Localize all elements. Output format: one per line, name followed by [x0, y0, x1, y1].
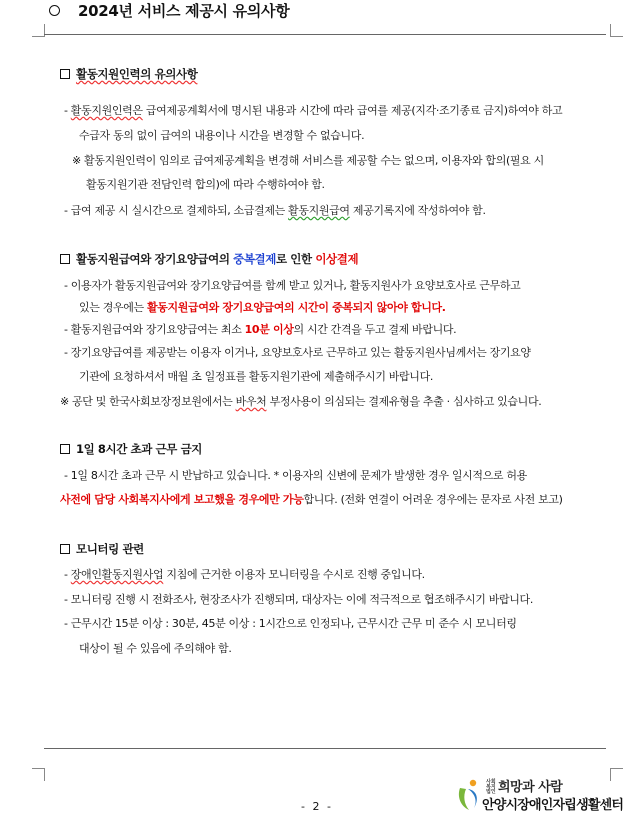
page-header — [34, 0, 606, 26]
section-1-line-5: - 급여 제공 시 실시간으로 결제하되, 소급결제는 활동지원급여 제공기록지에 작성하여야 함. — [64, 204, 486, 217]
checkbox-square-icon — [60, 544, 70, 554]
section-heading-4: 모니터링 관련 — [60, 541, 144, 557]
section-heading-1: 활동지원인력의 유의사항 — [60, 66, 197, 82]
logo-slogan: 희망과 사람 — [498, 780, 563, 795]
crop-mark-top-right — [610, 24, 623, 37]
logo-small-text: 사회 복지 법인 — [486, 779, 496, 795]
section-2-line-4: - 장기요양급여를 제공받는 이용자 이거나, 요양보호사로 근무하고 있는 활동지원사님께서는 장기요양 — [64, 346, 531, 359]
section-heading-2: 활동지원급여와 장기요양급여의 중복결제로 인한 이상결제 — [60, 251, 358, 267]
section-3-line-2: 사전에 담당 사회복지사에게 보고했을 경우에만 가능합니다. (전화 연결이 어려운 경우에는 문자로 사전 보고) — [60, 493, 563, 506]
crop-mark-bottom-left — [32, 768, 45, 781]
section-2-line-3: - 활동지원급여와 장기요양급여는 최소 10분 이상의 시간 간격을 두고 결제 바랍니다. — [64, 323, 457, 336]
section-3-line-1: - 1일 8시간 초과 근무 시 반납하고 있습니다. * 이용자의 신변에 문제가 발생한 경우 일시적으로 허용 — [64, 469, 527, 482]
footer-divider — [44, 748, 606, 749]
section-2-line-1: - 이용자가 활동지원급여와 장기요양급여를 함께 받고 있거나, 활동지원사가 요양보호사로 근무하고 — [64, 279, 521, 292]
section-4-line-1: - 장애인활동지원사업 지침에 근거한 이용자 모니터링을 수시로 진행 중입니다. — [64, 568, 425, 581]
organization-logo — [456, 772, 631, 816]
checkbox-square-icon — [60, 444, 70, 454]
section-1-line-4: 활동지원기관 전담인력 합의)에 따라 수행하여야 함. — [86, 178, 325, 191]
section-4-line-3: - 근무시간 15분 이상 : 30분, 45분 이상 : 1시간으로 인정되나, 근무시간 근무 미 준수 시 모니터링 — [64, 617, 517, 630]
person-heart-logo-icon — [456, 778, 482, 812]
section-1-line-1: - 활동지원인력은 급여제공계획서에 명시된 내용과 시간에 따라 급여를 제공(지각·조기종료 금지)하여야 하고 — [64, 104, 563, 117]
section-2-line-6: ※ 공단 및 한국사회보장정보원에서는 바우처 부정사용이 의심되는 결제유형을 추출 · 심사하고 있습니다. — [60, 395, 542, 408]
page-number: - 2 - — [301, 800, 333, 813]
section-heading-3: 1일 8시간 초과 근무 금지 — [60, 441, 202, 457]
circle-bullet-icon — [49, 5, 60, 16]
section-4-line-4: 대상이 될 수 있음에 주의해야 함. — [79, 642, 232, 655]
section-1-line-2: 수급자 동의 없이 급여의 내용이나 시간을 변경할 수 없습니다. — [79, 129, 365, 142]
section-2-line-5: 기관에 요청하셔서 매월 초 일정표를 활동지원기관에 제출해주시기 바랍니다. — [79, 370, 434, 383]
section-4-line-2: - 모니터링 진행 시 전화조사, 현장조사가 진행되며, 대상자는 이에 적극적으로 협조해주시기 바랍니다. — [64, 593, 533, 606]
section-2-line-2: 있는 경우에는 활동지원급여와 장기요양급여의 시간이 중복되지 않아야 합니다. — [79, 301, 446, 314]
checkbox-square-icon — [60, 254, 70, 264]
organization-name: 안양시장애인자립생활센터 — [482, 798, 624, 813]
header-divider — [44, 34, 606, 35]
page-title: 2024년 서비스 제공시 유의사항 — [78, 2, 290, 20]
checkbox-square-icon — [60, 69, 70, 79]
section-1-line-3: ※ 활동지원인력이 임의로 급여제공계획을 변경해 서비스를 제공할 수는 없으며, 이용자와 합의(필요 시 — [72, 154, 544, 167]
